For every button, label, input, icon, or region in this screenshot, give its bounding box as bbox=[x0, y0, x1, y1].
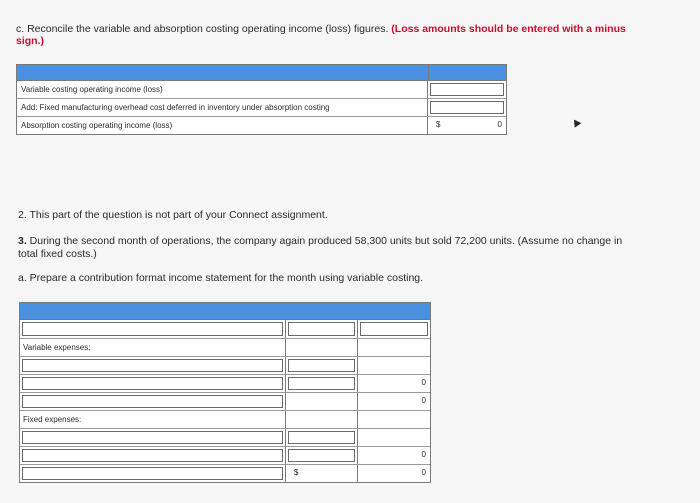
table-row bbox=[20, 393, 430, 411]
variable-total-value: 0 bbox=[421, 378, 426, 387]
table-row bbox=[20, 429, 430, 447]
part-c-instruction bbox=[16, 23, 686, 36]
table-row bbox=[20, 411, 430, 429]
row-label: Variable costing operating income (loss) bbox=[17, 81, 428, 98]
variable-income-input[interactable] bbox=[430, 83, 504, 96]
fixed-total-value: 0 bbox=[421, 450, 426, 459]
question-2: 2. This part of the question is not part of your Connect assignment. bbox=[18, 209, 328, 221]
net-operating-income-value: 0 bbox=[421, 468, 426, 477]
fixed-expense-2-label-input[interactable] bbox=[22, 449, 283, 462]
currency-symbol: $ bbox=[436, 120, 441, 129]
table-row bbox=[20, 375, 430, 393]
fixed-expense-2-amount-input[interactable] bbox=[288, 449, 355, 462]
contribution-margin-value: 0 bbox=[421, 396, 426, 405]
mouse-cursor-icon bbox=[571, 117, 582, 127]
table-row bbox=[17, 117, 506, 134]
table-row bbox=[20, 447, 430, 465]
row-label: Absorption costing operating income (loss) bbox=[17, 117, 428, 134]
part-c-note-cont: sign.) bbox=[16, 35, 44, 47]
table-header bbox=[20, 303, 430, 320]
table-row bbox=[17, 99, 506, 117]
table-row bbox=[20, 320, 430, 339]
sales-total-input[interactable] bbox=[360, 322, 428, 336]
question-3-line2: total fixed costs.) bbox=[18, 248, 97, 260]
table-row bbox=[20, 357, 430, 375]
table-row bbox=[17, 81, 506, 99]
table-header bbox=[17, 65, 506, 81]
part-c-prompt: c. Reconcile the variable and absorption costing operating income (loss) figures. bbox=[16, 23, 389, 35]
part-c-note: (Loss amounts should be entered with a minus bbox=[391, 23, 626, 35]
absorption-income-value: 0 bbox=[497, 120, 502, 129]
reconciliation-table bbox=[16, 64, 507, 135]
currency-symbol: $ bbox=[294, 468, 299, 477]
income-statement-table bbox=[19, 302, 431, 483]
sales-label-input[interactable] bbox=[22, 322, 283, 336]
row-label: Add: Fixed manufacturing overhead cost deferred in inventory under absorption costing bbox=[17, 99, 428, 116]
sales-amount-input[interactable] bbox=[288, 322, 355, 336]
table-row bbox=[20, 465, 430, 482]
net-operating-income-label-input[interactable] bbox=[22, 467, 283, 480]
contribution-label-input[interactable] bbox=[22, 395, 283, 408]
var-expense-1-label-input[interactable] bbox=[22, 359, 283, 372]
fixed-overhead-deferred-input[interactable] bbox=[430, 101, 504, 114]
question-3-line1: 3. During the second month of operations, the company again produced 58,300 units but sold 72,200 units. (Assume no change in bbox=[18, 235, 623, 247]
table-row bbox=[20, 339, 430, 357]
part-a-instruction: a. Prepare a contribution format income statement for the month using variable costing. bbox=[18, 272, 424, 284]
var-expense-1-amount-input[interactable] bbox=[288, 359, 355, 372]
fixed-expense-1-amount-input[interactable] bbox=[288, 431, 355, 444]
var-expense-2-label-input[interactable] bbox=[22, 377, 283, 390]
fixed-expense-1-label-input[interactable] bbox=[22, 431, 283, 444]
variable-expenses-label: Variable expenses: bbox=[20, 339, 286, 356]
var-expense-2-amount-input[interactable] bbox=[288, 377, 355, 390]
fixed-expenses-label: Fixed expenses: bbox=[20, 411, 286, 428]
